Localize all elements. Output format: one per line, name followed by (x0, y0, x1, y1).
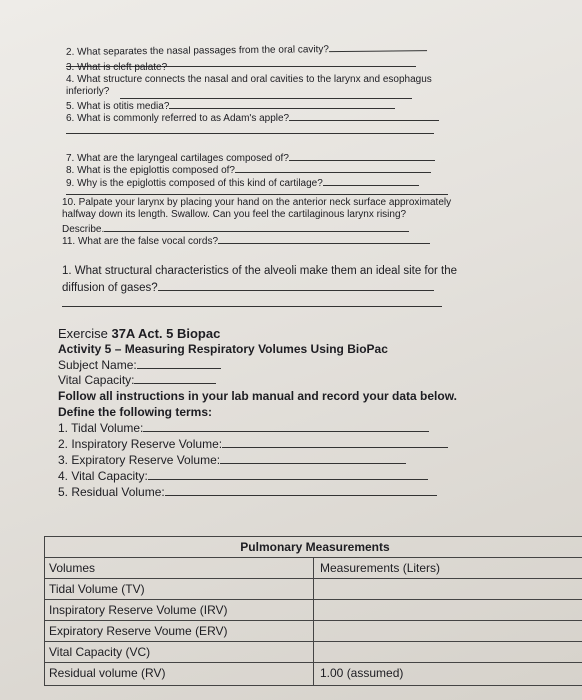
activity-title: Activity 5 – Measuring Respiratory Volumes Using BioPac (58, 342, 388, 356)
term-tidal-volume (58, 421, 429, 435)
exercise-title (58, 326, 220, 341)
subject-name-row (58, 358, 221, 372)
question-11-text: 11. What are the false vocal cords? (62, 236, 219, 247)
vital-capacity-label: Vital Capacity: (58, 373, 135, 387)
question-4 (66, 74, 432, 85)
question-10-describe-text: Describe. (62, 224, 105, 235)
table-row (45, 642, 582, 663)
pulmonary-measurements-table (44, 536, 582, 686)
question-3 (66, 62, 167, 73)
exercise-title-b: 37A Act. 5 Biopac (111, 326, 221, 341)
row-label: Inspiratory Reserve Volume (IRV) (45, 600, 314, 620)
question-8 (66, 162, 431, 176)
table-row (45, 600, 582, 621)
question-9-text: 9. Why is the epiglottis composed of this kind of cartilage? (66, 178, 323, 189)
term-label: 1. Tidal Volume: (58, 421, 144, 435)
question-9 (66, 175, 419, 189)
row-value-cell[interactable] (314, 579, 582, 599)
question-10-cont-text: halfway down its length. Swallow. Can you feel the cartilaginous larynx rising? (62, 209, 407, 220)
term-label: 5. Residual Volume: (58, 485, 165, 499)
row-label: Expiratory Reserve Voume (ERV) (45, 621, 314, 641)
question-7-text: 7. What are the laryngeal cartilages composed of? (66, 153, 289, 164)
answer-blank[interactable] (329, 40, 427, 52)
term-residual-volume (58, 485, 437, 499)
answer-line[interactable] (66, 194, 448, 195)
vital-capacity-row (58, 373, 216, 387)
header-volumes: Volumes (45, 558, 314, 578)
question-2 (66, 40, 427, 58)
subject-name-field[interactable] (137, 358, 221, 369)
term-label: 4. Vital Capacity: (58, 469, 148, 483)
subject-name-label: Subject Name: (58, 358, 137, 372)
row-value-cell[interactable] (314, 621, 582, 641)
header-measurements: Measurements (Liters) (320, 561, 441, 575)
term-erv (58, 453, 406, 467)
term-answer-blank[interactable] (165, 485, 437, 496)
answer-blank[interactable] (323, 175, 419, 186)
alveoli-question-cont (62, 280, 434, 294)
question-8-text: 8. What is the epiglottis composed of? (66, 165, 235, 176)
alveoli-question (62, 265, 457, 277)
row-label: Residual volume (RV) (45, 663, 314, 685)
answer-blank[interactable] (235, 162, 431, 173)
term-label: 3. Expiratory Reserve Volume: (58, 453, 221, 467)
vital-capacity-field[interactable] (134, 373, 216, 384)
question-4-cont (66, 86, 109, 97)
answer-blank[interactable] (104, 221, 409, 232)
question-10-cont (62, 209, 406, 220)
question-6-text: 6. What is commonly referred to as Adam's apple? (66, 113, 290, 124)
term-vital-capacity (58, 469, 428, 483)
answer-line[interactable] (62, 306, 442, 307)
question-10-text: 10. Palpate your larynx by placing your hand on the anterior neck surface approximately (62, 197, 452, 208)
term-irv (58, 437, 448, 451)
answer-blank[interactable] (158, 280, 434, 291)
term-answer-blank[interactable] (222, 437, 448, 448)
table-title: Pulmonary Measurements (45, 537, 582, 558)
answer-line[interactable] (66, 133, 434, 134)
row-value-cell[interactable]: 1.00 (assumed) (320, 666, 404, 680)
define-terms-heading: Define the following terms: (58, 405, 213, 419)
row-value-cell[interactable] (314, 642, 582, 662)
question-2-text: 2. What separates the nasal passages from the oral cavity? (65, 44, 329, 58)
table-row (45, 579, 582, 600)
answer-blank[interactable] (169, 98, 395, 109)
question-4-cont-text: inferiorly? (66, 86, 110, 97)
alveoli-question-text: 1. What structural characteristics of the alveoli make them an ideal site for the (62, 265, 458, 277)
question-3-text: 3. What is cleft palate? (66, 62, 168, 73)
alveoli-question-cont-text: diffusion of gases? (62, 282, 158, 294)
row-label: Vital Capacity (VC) (45, 642, 314, 662)
answer-blank[interactable] (289, 110, 439, 121)
question-11 (62, 233, 430, 247)
table-row (45, 663, 582, 685)
row-label: Tidal Volume (TV) (45, 579, 314, 599)
row-value-cell[interactable] (314, 600, 582, 620)
term-answer-blank[interactable] (220, 453, 406, 464)
question-10 (62, 197, 451, 208)
table-row (45, 621, 582, 642)
instructions-text: Follow all instructions in your lab manual and record your data below. (58, 389, 457, 403)
term-answer-blank[interactable] (143, 421, 429, 432)
term-label: 2. Inspiratory Reserve Volume: (58, 437, 223, 451)
question-6 (66, 110, 439, 124)
question-5-text: 5. What is otitis media? (66, 101, 170, 112)
question-4-text: 4. What structure connects the nasal and oral cavities to the larynx and esophagus (66, 74, 432, 85)
term-answer-blank[interactable] (148, 469, 428, 480)
exercise-title-a: Exercise (58, 326, 112, 341)
answer-blank[interactable] (289, 150, 435, 161)
table-header-row (45, 558, 582, 579)
answer-blank[interactable] (218, 233, 430, 244)
